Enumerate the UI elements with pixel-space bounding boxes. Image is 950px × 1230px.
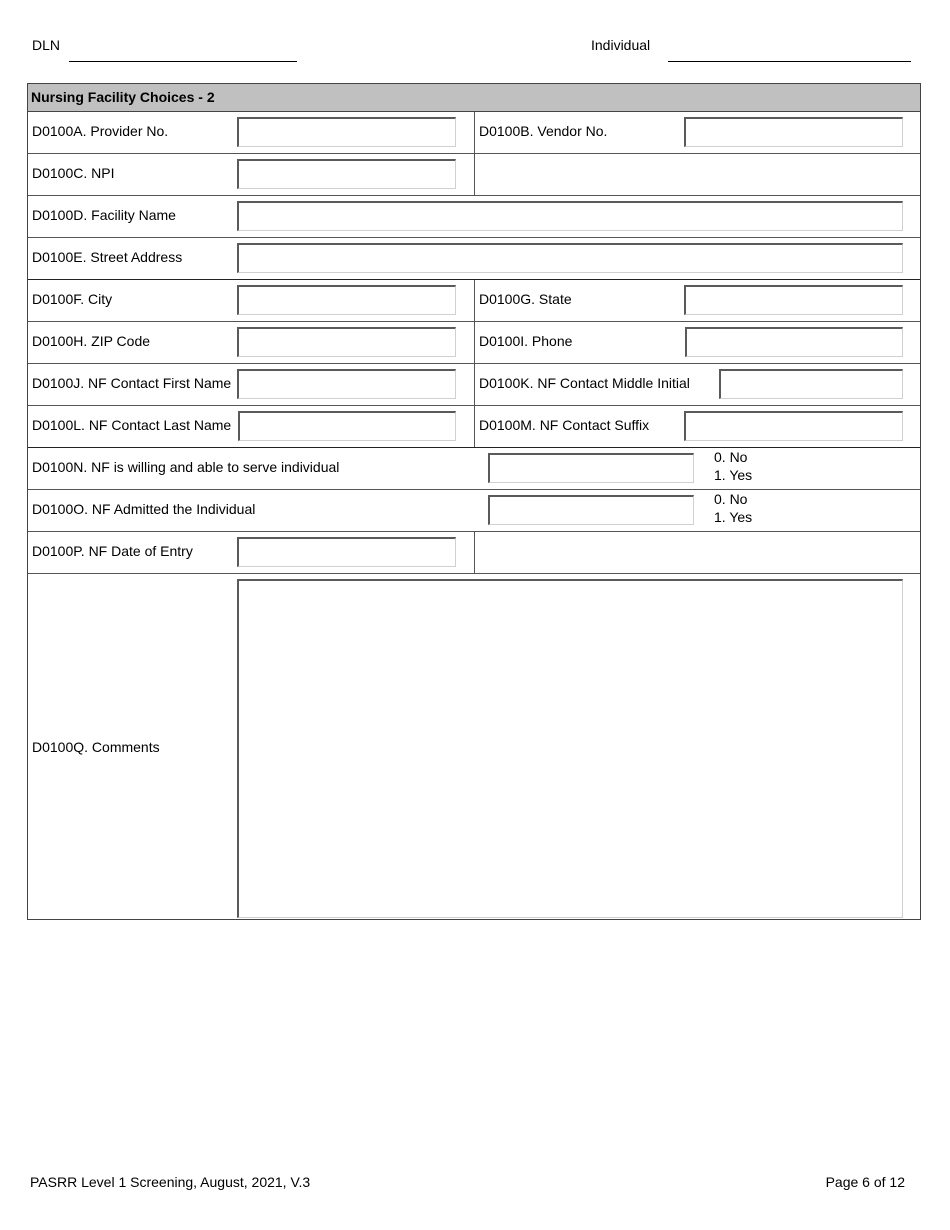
- contact-first-label: D0100J. NF Contact First Name: [32, 375, 232, 391]
- row-facility-name: [28, 196, 920, 238]
- dln-label: DLN: [32, 37, 61, 53]
- option-no: 0. No: [714, 491, 748, 507]
- individual-line[interactable]: [668, 61, 911, 62]
- admitted-label: D0100O. NF Admitted the Individual: [32, 501, 256, 517]
- option-no: 0. No: [714, 449, 748, 465]
- vendor-no-label: D0100B. Vendor No.: [479, 123, 608, 139]
- divider: [474, 532, 475, 573]
- divider: [474, 364, 475, 405]
- row-comments: [28, 574, 920, 919]
- divider: [474, 322, 475, 363]
- facility-name-label: D0100D. Facility Name: [32, 207, 176, 223]
- contact-last-label: D0100L. NF Contact Last Name: [32, 417, 232, 433]
- row-contact-first-middle: [28, 364, 920, 406]
- state-label: D0100G. State: [479, 291, 572, 307]
- row-zip-phone: [28, 322, 920, 364]
- street-address-input[interactable]: [237, 243, 903, 273]
- willing-input[interactable]: [488, 453, 694, 483]
- divider: [474, 406, 475, 447]
- row-provider-vendor: [28, 112, 920, 154]
- vendor-no-input[interactable]: [684, 117, 903, 147]
- row-npi: [28, 154, 920, 196]
- contact-middle-label: D0100K. NF Contact Middle Initial: [479, 375, 690, 391]
- row-date-entry: [28, 532, 920, 574]
- date-entry-label: D0100P. NF Date of Entry: [32, 543, 193, 559]
- willing-label: D0100N. NF is willing and able to serve individual: [32, 459, 340, 475]
- row-admitted: [28, 490, 920, 532]
- contact-suffix-label: D0100M. NF Contact Suffix: [479, 417, 650, 433]
- contact-first-input[interactable]: [237, 369, 456, 399]
- contact-suffix-input[interactable]: [684, 411, 903, 441]
- comments-textarea[interactable]: [237, 579, 903, 918]
- divider: [474, 112, 475, 153]
- city-input[interactable]: [237, 285, 456, 315]
- npi-input[interactable]: [237, 159, 456, 189]
- phone-input[interactable]: [685, 327, 903, 357]
- city-label: D0100F. City: [32, 291, 113, 307]
- zip-label: D0100H. ZIP Code: [32, 333, 151, 349]
- provider-no-label: D0100A. Provider No.: [32, 123, 169, 139]
- row-willing: [28, 448, 920, 490]
- willing-options: [714, 448, 752, 484]
- street-address-label: D0100E. Street Address: [32, 249, 183, 265]
- phone-label: D0100I. Phone: [479, 333, 573, 349]
- comments-label: D0100Q. Comments: [32, 739, 160, 755]
- row-city-state: [28, 280, 920, 322]
- section-title: Nursing Facility Choices - 2: [28, 84, 920, 112]
- individual-label: Individual: [591, 37, 651, 53]
- contact-last-input[interactable]: [238, 411, 456, 441]
- option-yes: 1. Yes: [714, 467, 753, 483]
- nursing-facility-form: [27, 83, 921, 920]
- divider: [474, 154, 475, 195]
- zip-input[interactable]: [237, 327, 456, 357]
- option-yes: 1. Yes: [714, 509, 753, 525]
- contact-middle-input[interactable]: [719, 369, 903, 399]
- divider: [474, 280, 475, 321]
- facility-name-input[interactable]: [237, 201, 903, 231]
- footer-form-name: PASRR Level 1 Screening, August, 2021, V.3: [30, 1174, 311, 1190]
- admitted-options: [714, 490, 752, 526]
- state-input[interactable]: [684, 285, 903, 315]
- npi-label: D0100C. NPI: [32, 165, 115, 181]
- row-contact-last-suffix: [28, 406, 920, 448]
- admitted-input[interactable]: [488, 495, 694, 525]
- footer-page-number: Page 6 of 12: [825, 1174, 905, 1190]
- row-street-address: [28, 238, 920, 280]
- date-entry-input[interactable]: [237, 537, 456, 567]
- dln-line[interactable]: [69, 61, 297, 62]
- provider-no-input[interactable]: [237, 117, 456, 147]
